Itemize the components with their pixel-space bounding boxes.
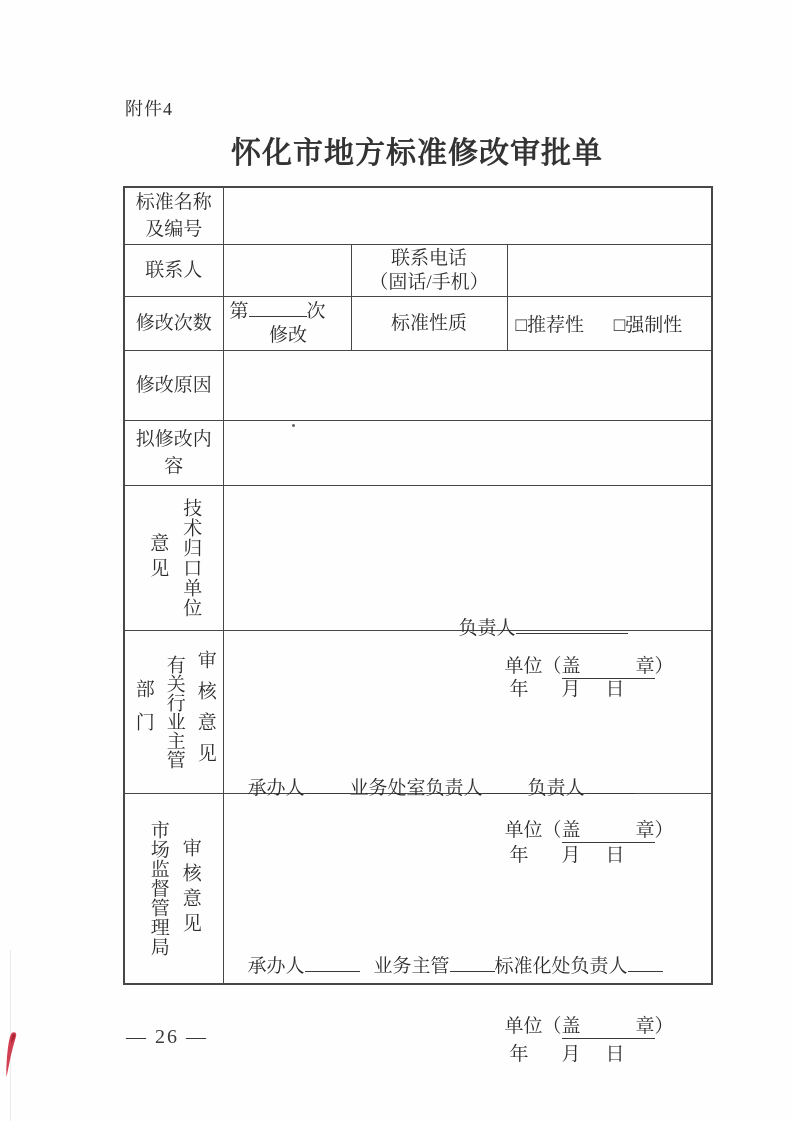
red-ink-mark — [4, 1031, 20, 1079]
bureau-std-office-leader-label: 标准化处负责人 — [494, 956, 628, 978]
seal-right-char: 章 — [635, 1016, 655, 1038]
unit-open-text: 单位（ — [504, 820, 562, 842]
dept-opinion-header-col-left: 部门 — [132, 679, 154, 746]
tech-leader-line — [459, 616, 628, 640]
date-year-label: 年 — [509, 1044, 529, 1066]
unit-close-text: ） — [654, 1016, 674, 1038]
revision-count-prefix: 第 — [229, 301, 249, 323]
seal-underline — [562, 820, 655, 843]
dept-unit-seal-line — [505, 820, 674, 843]
reason-value-cell — [223, 351, 712, 421]
row-revision — [124, 297, 712, 351]
bureau-unit-seal-line — [505, 1016, 674, 1039]
seal-right-char: 章 — [635, 656, 655, 678]
tech-opinion-header-col-left: 意见 — [147, 533, 169, 584]
tech-opinion-header-col-right: 技术归口单位 — [180, 498, 202, 619]
date-day-label: 日 — [605, 845, 625, 867]
date-month-label: 月 — [561, 845, 581, 867]
unit-close-text: ） — [654, 820, 674, 842]
date-year-label: 年 — [509, 845, 529, 867]
tech-opinion-cell — [223, 486, 712, 701]
revision-count-line2: 修改 — [268, 325, 307, 347]
checkbox-recommended: □推荐性 — [515, 315, 584, 337]
unit-open-text: 单位（ — [504, 1016, 562, 1038]
bureau-handler-blank — [305, 954, 360, 972]
seal-underline — [562, 656, 655, 679]
tech-leader-blank — [516, 616, 628, 634]
ink-dot-artifact — [292, 424, 295, 427]
contact-label: 联系人 — [124, 245, 223, 297]
revision-count-line1 — [230, 299, 347, 324]
seal-left-char: 盖 — [561, 656, 581, 678]
row-contact — [124, 245, 712, 297]
dept-leader-blank — [585, 776, 635, 794]
bureau-date-line — [510, 1044, 625, 1066]
tech-opinion-header — [124, 486, 223, 631]
tech-date-line — [510, 679, 625, 701]
dept-opinion-header-col-middle: 有关行业主管 — [163, 655, 185, 770]
bureau-supervisor-label: 业务主管 — [373, 956, 450, 978]
revision-count-cell — [223, 297, 351, 351]
row-dept-opinion — [124, 631, 712, 794]
row-proposed-content — [124, 421, 712, 486]
date-year-label: 年 — [509, 679, 529, 701]
row-reason — [124, 351, 712, 421]
bureau-signers-line — [248, 954, 663, 978]
row-standard-name — [124, 187, 712, 245]
proposed-content-label: 拟修改内容 — [124, 421, 223, 486]
revision-count-label: 修改次数 — [124, 297, 223, 351]
dept-opinion-header-col-right: 审核意见 — [194, 650, 216, 775]
reason-label: 修改原因 — [124, 351, 223, 421]
contact-value-cell — [223, 245, 351, 297]
revision-count-suffix: 次 — [306, 301, 326, 323]
checkbox-mandatory: □强制性 — [613, 315, 683, 337]
dept-opinion-cell — [223, 631, 712, 867]
revision-count-blank — [249, 299, 307, 317]
tech-leader-label: 负责人 — [458, 618, 516, 640]
dept-date-line — [510, 845, 625, 867]
dept-handler-blank — [305, 776, 350, 794]
dept-leader-label: 负责人 — [527, 778, 585, 800]
contact-phone-value-cell — [507, 245, 712, 297]
standard-name-label: 标准名称及编号 — [124, 187, 223, 245]
proposed-content-value-cell — [223, 421, 712, 486]
contact-phone-label — [351, 245, 507, 297]
dept-handler-label: 承办人 — [247, 778, 305, 800]
attachment-label: 附件4 — [125, 99, 173, 119]
bureau-opinion-header-col-right: 审核意见 — [179, 838, 201, 939]
dept-office-leader-label: 业务处室负责人 — [349, 778, 483, 800]
seal-left-char: 盖 — [561, 1016, 581, 1038]
unit-close-text: ） — [654, 656, 674, 678]
seal-left-char: 盖 — [561, 820, 581, 842]
page-number: — 26 — — [126, 1026, 208, 1048]
contact-phone-label-line2: （固话/手机） — [369, 271, 489, 293]
bureau-handler-label: 承办人 — [247, 956, 305, 978]
dept-opinion-header — [124, 631, 223, 794]
seal-right-char: 章 — [635, 820, 655, 842]
date-day-label: 日 — [605, 1044, 625, 1066]
row-tech-opinion — [124, 486, 712, 631]
dept-signers-line — [248, 776, 635, 800]
bureau-std-office-leader-blank — [628, 954, 663, 972]
date-month-label: 月 — [561, 1044, 581, 1066]
dept-office-leader-blank — [483, 776, 528, 794]
standard-name-value-cell — [223, 187, 712, 245]
standard-nature-label: 标准性质 — [351, 297, 507, 351]
date-month-label: 月 — [561, 679, 581, 701]
unit-open-text: 单位（ — [504, 656, 562, 678]
tech-unit-seal-line — [505, 656, 674, 679]
seal-underline — [562, 1016, 655, 1039]
page-title: 怀化市地方标准修改审批单 — [231, 137, 603, 170]
bureau-supervisor-blank — [450, 954, 495, 972]
standard-nature-options-cell — [507, 297, 712, 351]
bureau-opinion-header — [124, 794, 223, 984]
bureau-opinion-header-col-left: 市场监督管理局 — [147, 820, 169, 957]
contact-phone-label-line1: 联系电话 — [390, 247, 467, 269]
date-day-label: 日 — [605, 679, 625, 701]
